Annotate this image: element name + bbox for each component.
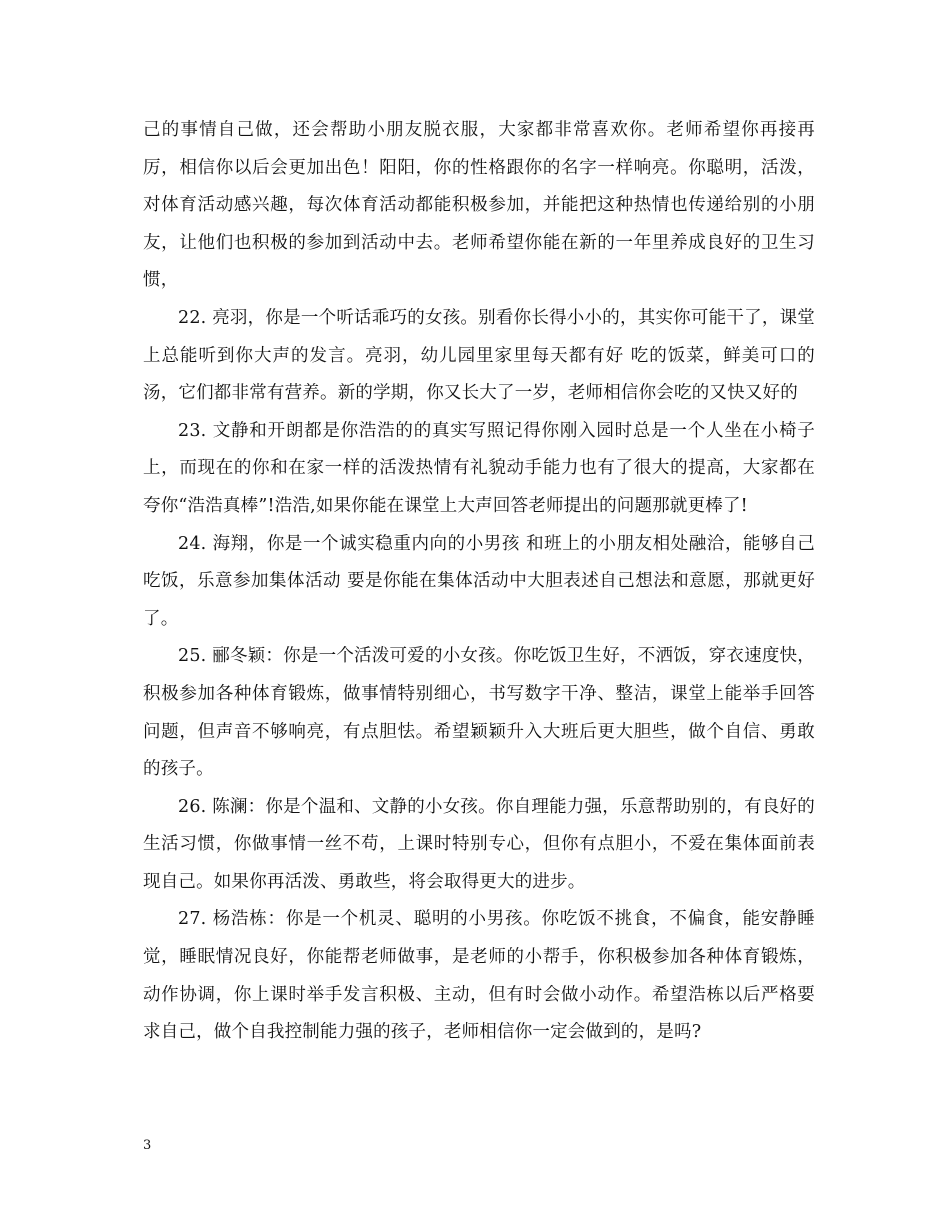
document-body bbox=[143, 112, 815, 1052]
paragraph-continuation: 己的事情自己做，还会帮助小朋友脱衣服，大家都非常喜欢你。老师希望你再接再厉，相信你以后会更加出色！阳阳，你的性格跟你的名字一样响亮。你聪明，活泼，对体育活动感兴趣，每次体育活动都能积极参加，并能把这种热情也传递给别的小朋友，让他们也积极的参加到活动中去。老师希望你能在新的一年里养成良好的卫生习惯， bbox=[143, 120, 815, 291]
paragraph-item-23: 23. 文静和开朗都是你浩浩的的真实写照记得你刚入园时总是一个人坐在小椅子上，而现在的你和在家一样的活泼热情有礼貌动手能力也有了很大的提高，大家都在夸你“浩浩真棒”!浩浩,如果你能在课堂上大声回答老师提出的问题那就更棒了! bbox=[143, 420, 815, 516]
page-number: 3 bbox=[143, 1138, 152, 1153]
paragraph-item-22: 22. 亮羽，你是一个听话乖巧的女孩。别看你长得小小的，其实你可能干了，课堂上总能听到你大声的发言。亮羽，幼儿园里家里每天都有好 吃的饭菜，鲜美可口的汤，它们都非常有营养。新的学期，你又长大了一岁，老师相信你会吃的又快又好的 bbox=[143, 307, 815, 404]
paragraph-item-26: 26. 陈澜：你是个温和、文静的小女孩。你自理能力强，乐意帮助别的，有良好的生活习惯，你做事情一丝不苟，上课时特别专心，但你有点胆小，不爱在集体面前表现自己。如果你再活泼、勇敢些，将会取得更大的进步。 bbox=[143, 796, 815, 892]
paragraph-item-25: 25. 郦冬颖：你是一个活泼可爱的小女孩。你吃饭卫生好，不洒饭，穿衣速度快，积极参加各种体育锻炼，做事情特别细心，书写数字干净、整洁，课堂上能举手回答问题，但声音不够响亮，有点胆怯。希望颖颖升入大班后更大胆些，做个自信、勇敢的孩子。 bbox=[143, 646, 815, 780]
paragraph-item-24: 24. 海翔，你是一个诚实稳重内向的小男孩 和班上的小朋友相处融洽，能够自己吃饭，乐意参加集体活动 要是你能在集体活动中大胆表述自己想法和意愿，那就更好了。 bbox=[143, 533, 815, 629]
paragraph-item-27: 27. 杨浩栋：你是一个机灵、聪明的小男孩。你吃饭不挑食，不偏食，能安静睡觉，睡眠情况良好，你能帮老师做事，是老师的小帮手，你积极参加各种体育锻炼，动作协调，你上课时举手发言积极、主动，但有时会做小动作。希望浩栋以后严格要求自己，做个自我控制能力强的孩子，老师相信你一定会做到的，是吗? bbox=[143, 909, 815, 1043]
